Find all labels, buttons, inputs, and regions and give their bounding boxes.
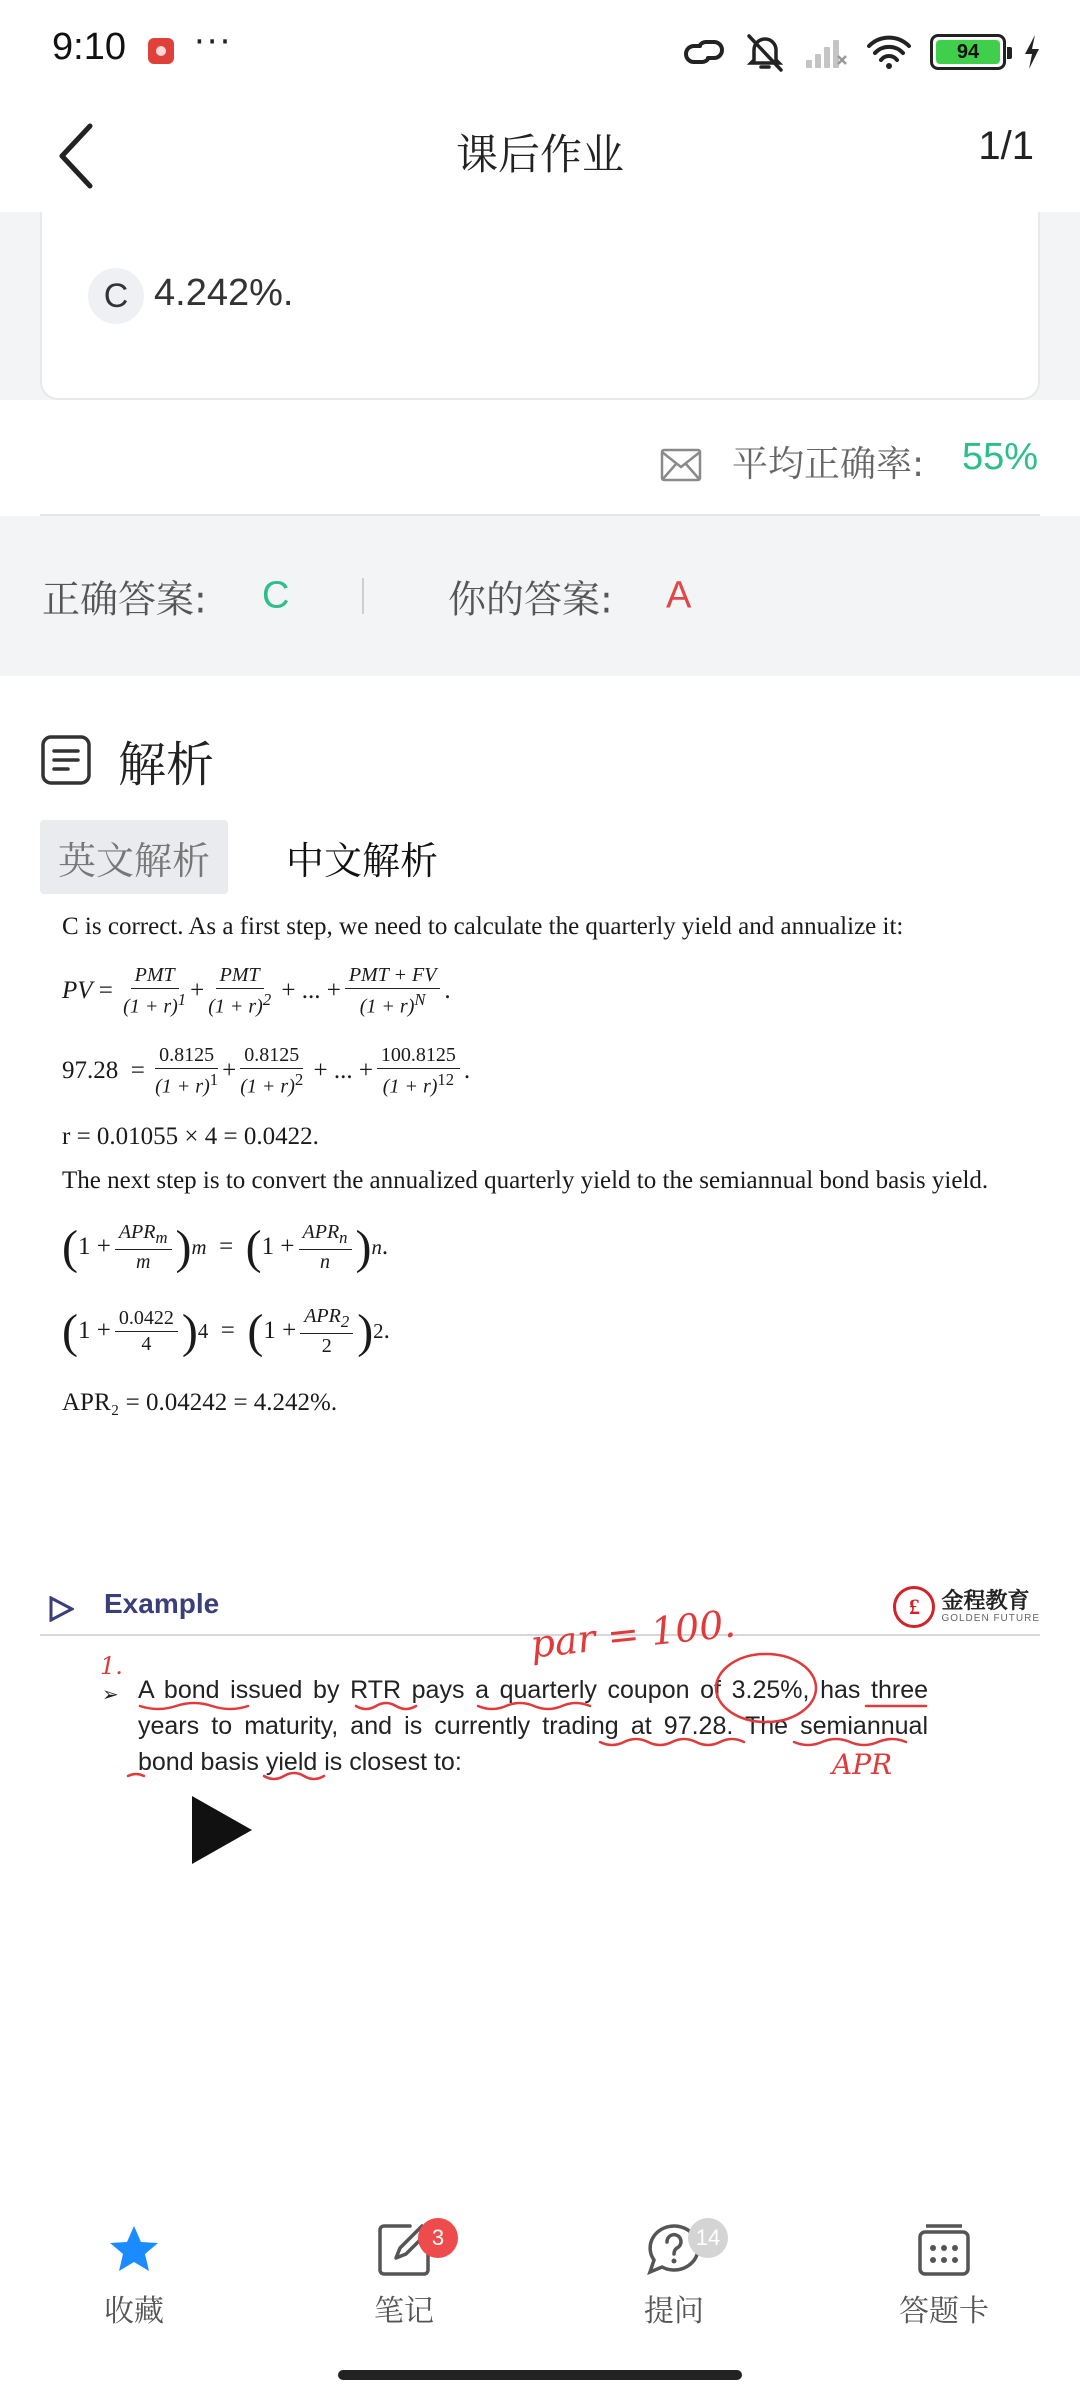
tab-chinese-analysis[interactable]: 中文解析 bbox=[286, 838, 439, 883]
your-answer-value: A bbox=[666, 574, 692, 617]
handwriting-par: par = 100. bbox=[528, 1601, 738, 1667]
play-triangle-icon bbox=[48, 1596, 74, 1622]
apr-formula-general: ( 1 + $\frac{APR_m}{m}$ ) m = ( 1 + $\frac{APR_n}{n}$ ) n . bbox=[62, 1220, 389, 1274]
questions-badge: 14 bbox=[688, 2218, 728, 2258]
tab-english-analysis[interactable]: 英文解析 bbox=[40, 820, 228, 894]
nav-ask[interactable] bbox=[584, 2220, 764, 2330]
accuracy-row bbox=[0, 400, 1080, 515]
correct-answer-value: C bbox=[262, 574, 290, 617]
explanation-paragraph: C is correct. As a first step, we need to calculate the quarterly yield and annualize it: bbox=[62, 913, 904, 940]
nav-label: 提问 bbox=[644, 2294, 704, 2329]
result-line: APR₂ = 0.04242 = 4.242%. bbox=[62, 1389, 338, 1416]
price-formula: 97.28 = $\frac{0.8125}{(1 + r)^1}$ + $\frac{0.8125}{(1 + r)^2}$ + ... + $\frac{100.8125}{(1 + r)^{12}}$ . bbox=[62, 1043, 471, 1098]
correct-answer-label: 正确答案: bbox=[42, 577, 207, 622]
nav-notes[interactable] bbox=[314, 2220, 494, 2330]
wifi-icon bbox=[866, 34, 912, 70]
option-letter: C bbox=[88, 268, 144, 324]
page-indicator: 1/1 bbox=[978, 124, 1034, 168]
star-icon bbox=[104, 2220, 164, 2280]
battery-level: 94 bbox=[956, 40, 980, 63]
page-title: 课后作业 bbox=[455, 130, 624, 179]
more-notifications-icon: ··· bbox=[194, 22, 233, 62]
nav-label: 笔记 bbox=[374, 2294, 434, 2329]
bottom-navigation bbox=[0, 2190, 1080, 2330]
option-card[interactable] bbox=[40, 212, 1040, 400]
status-time: 9:10 bbox=[52, 26, 126, 68]
brand-name-en: GOLDEN FUTURE bbox=[941, 1612, 1040, 1624]
answer-separator bbox=[362, 578, 364, 614]
apr-formula-specific: ( 1 + $\frac{0.0422}{4}$ ) 4 = ( 1 + $\frac{APR_2}{2}$ ) 2 . bbox=[62, 1304, 390, 1358]
option-area bbox=[0, 212, 1080, 400]
nav-favorite[interactable] bbox=[44, 2220, 224, 2330]
notification-app-icon bbox=[148, 38, 174, 64]
nav-label: 答题卡 bbox=[899, 2294, 989, 2329]
handwriting-mark: 1. bbox=[100, 1652, 123, 1680]
rate-line: r = 0.01055 × 4 = 0.0422. bbox=[62, 1123, 319, 1150]
document-list-icon bbox=[40, 734, 92, 786]
explanation-paragraph-2: The next step is to convert the annualized quarterly yield to the semiannual bond basis yield. bbox=[62, 1167, 989, 1194]
link-icon bbox=[682, 34, 726, 70]
feedback-mail-icon[interactable] bbox=[660, 448, 702, 482]
brand-name-cn: 金程教育 bbox=[941, 1588, 1030, 1614]
accuracy-label: 平均正确率: bbox=[732, 444, 925, 485]
home-indicator[interactable] bbox=[338, 2370, 742, 2380]
nav-label: 收藏 bbox=[104, 2294, 164, 2329]
charging-icon bbox=[1024, 35, 1040, 69]
top-header bbox=[0, 100, 1080, 212]
battery-icon bbox=[930, 34, 1006, 70]
example-label: Example bbox=[104, 1588, 220, 1619]
notes-badge: 3 bbox=[418, 2218, 458, 2258]
brand-emblem-icon: £ bbox=[893, 1586, 935, 1628]
handwriting-apr: APR bbox=[832, 1748, 893, 1781]
option-text: 4.242%. bbox=[154, 272, 294, 314]
your-answer-label: 你的答案: bbox=[448, 577, 613, 622]
language-tabs bbox=[40, 820, 456, 894]
status-icons bbox=[682, 30, 1040, 74]
answer-row bbox=[0, 516, 1080, 676]
mute-icon bbox=[744, 32, 786, 72]
signal-icon bbox=[804, 34, 848, 70]
status-bar bbox=[0, 0, 1080, 100]
brand-logo bbox=[893, 1582, 1040, 1632]
accuracy-value: 55% bbox=[962, 436, 1039, 478]
answer-card-icon bbox=[914, 2220, 974, 2280]
nav-answer-card[interactable] bbox=[854, 2220, 1034, 2330]
pv-formula: PV = $\frac{\text{PMT}}{(1 + r)^1}$ + $\frac{\text{PMT}}{(1 + r)^2}$ + ... + $\frac{\text{PMT + FV}}{(1 + r)^N}$ . bbox=[62, 963, 451, 1018]
analysis-title: 解析 bbox=[118, 737, 215, 793]
play-button[interactable] bbox=[190, 1794, 254, 1866]
explanation-content bbox=[62, 910, 1022, 1420]
bullet-arrow-icon: ➢ bbox=[102, 1682, 119, 1706]
example-question: A bond issued by RTR pays a quarterly coupon of 3.25%, has three years to maturity, and is currently trading at 97.28. The semiannual bond basis yield is closest to: bbox=[138, 1676, 928, 1776]
analysis-header bbox=[0, 700, 1080, 810]
